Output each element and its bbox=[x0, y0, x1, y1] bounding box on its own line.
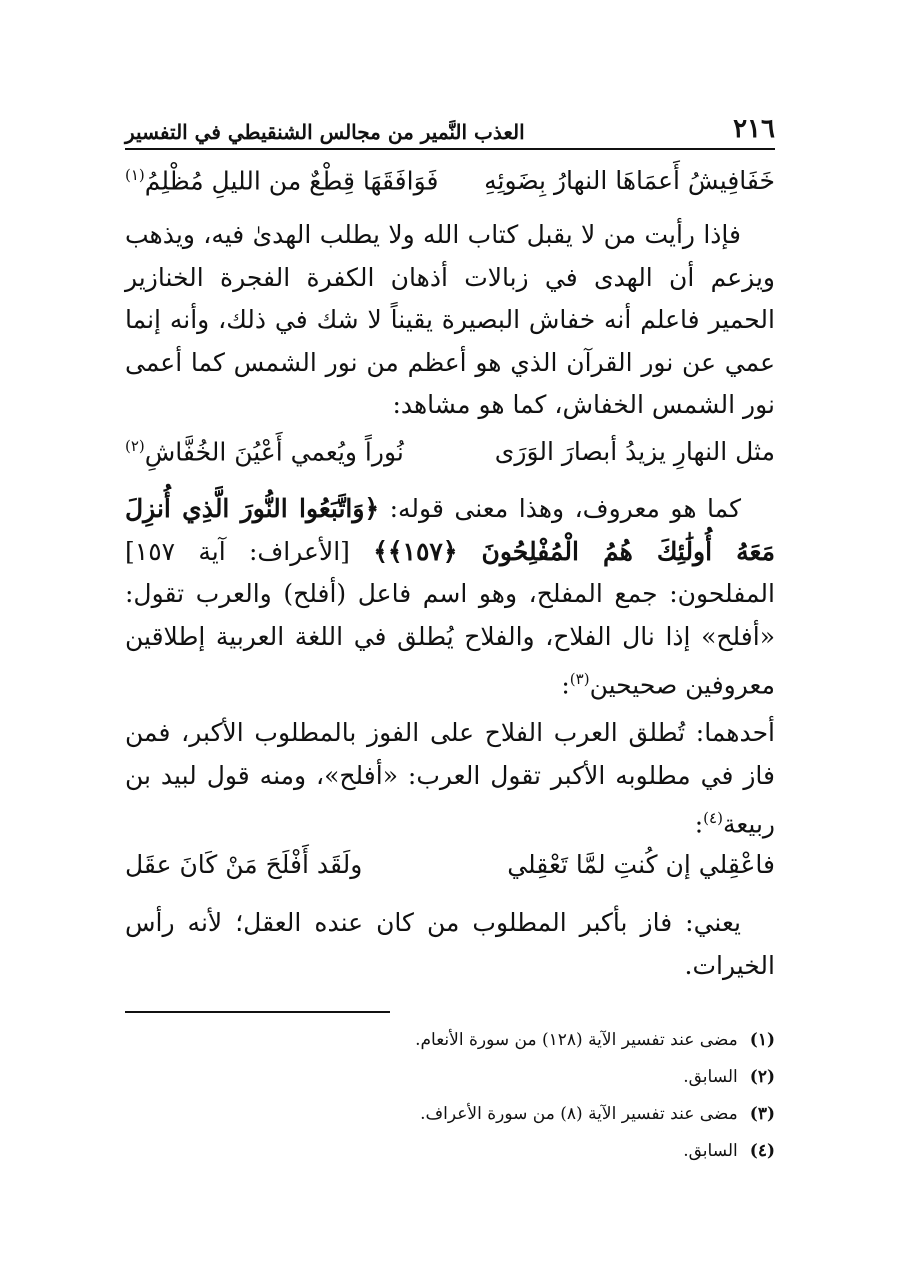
footnote-ref: (٤) bbox=[703, 809, 723, 827]
book-page bbox=[125, 0, 775, 1271]
footnote-3: (٣)مضى عند تفسير الآية (٨) من سورة الأعراف. bbox=[420, 1104, 775, 1124]
footnote-1: (١)مضى عند تفسير الآية (١٢٨) من سورة الأنعام. bbox=[415, 1030, 775, 1050]
book-title: العذب النَّمير من مجالس الشنقيطي في التفسير bbox=[125, 120, 525, 144]
footnote-4: (٤)السابق. bbox=[683, 1141, 775, 1161]
paragraph-2: كما هو معروف، وهذا معنى قوله: ﴿وَاتَّبَعُوا النُّورَ الَّذِي أُنزِلَ مَعَهُ أُولَٰئِكَ هُمُ الْمُفْلِحُونَ ﴿١٥٧﴾﴾ [الأعراف: آية ١٥٧] المفلحون: جمع المفلح، وهو اسم فاعل (أفلح) والعرب تقول: «أفلح» إذا نال الفلاح، والفلاح يُطلق في اللغة العربية إطلاقين معروفين صحيحين$^{(٣)}$: bbox=[125, 494, 775, 700]
running-header bbox=[125, 108, 775, 150]
footnote-ref: (٢) bbox=[125, 437, 145, 455]
poetry-verse-2 bbox=[125, 437, 775, 479]
paragraph-3: أحدهما: تُطلق العرب الفلاح على الفوز بالمطلوب الأكبر، فمن فاز في مطلوبه الأكبر تقول العرب: «أفلح»، ومنه قول لبيد بن ربيعة$^{(٤)}$: bbox=[125, 718, 775, 839]
verse-first-half: خَفَافِيشُ أَعمَاهَا النهارُ بِضَوئِهِ bbox=[484, 166, 775, 195]
page-number: ٢١٦ bbox=[733, 114, 775, 144]
footnote-separator bbox=[125, 1011, 390, 1013]
footnote-ref: (١) bbox=[125, 166, 145, 184]
verse-second-half: ولَقَد أَفْلَحَ مَنْ كَانَ عقَل bbox=[125, 850, 363, 879]
verse-first-half: مثل النهارِ يزيدُ أبصارَ الوَرَى bbox=[494, 437, 775, 466]
verse-second-half: فَوَافَقَهَا قِطْعٌ من الليلِ مُظْلِمُ$^{(١)}$ bbox=[125, 166, 439, 196]
footnote-2: (٢)السابق. bbox=[683, 1067, 775, 1087]
verse-first-half: فاعْقِلي إن كُنتِ لمَّا تَعْقِلي bbox=[507, 850, 775, 879]
verse-second-half: نُوراً ويُعمي أَعْيُنَ الخُفَّاشِ$^{(٢)}$ bbox=[125, 437, 404, 467]
footnote-ref: (٣) bbox=[569, 670, 590, 688]
paragraph-4: يعني: فاز بأكبر المطلوب من كان عنده العقل؛ لأنه رأس الخيرات. bbox=[125, 908, 775, 980]
quran-verse: ﴿وَاتَّبَعُوا النُّورَ الَّذِي أُنزِلَ مَعَهُ أُولَٰئِكَ هُمُ الْمُفْلِحُونَ ﴿١٥٧﴾﴾ bbox=[125, 494, 775, 566]
paragraph-1: فإذا رأيت من لا يقبل كتاب الله ولا يطلب الهدىٰ فيه، ويذهب ويزعم أن الهدى في زبالات أذهان الكفرة الفجرة الخنازير الحمير فاعلم أنه خفاش البصيرة يقيناً لا شك في ذلك، وأنه إنما عمي عن نور القرآن الذي هو أعظم من نور الشمس كما أعمى نور الشمس الخفاش، كما هو مشاهد: bbox=[125, 220, 775, 419]
poetry-verse-1 bbox=[125, 166, 775, 208]
poetry-verse-3 bbox=[125, 850, 775, 892]
